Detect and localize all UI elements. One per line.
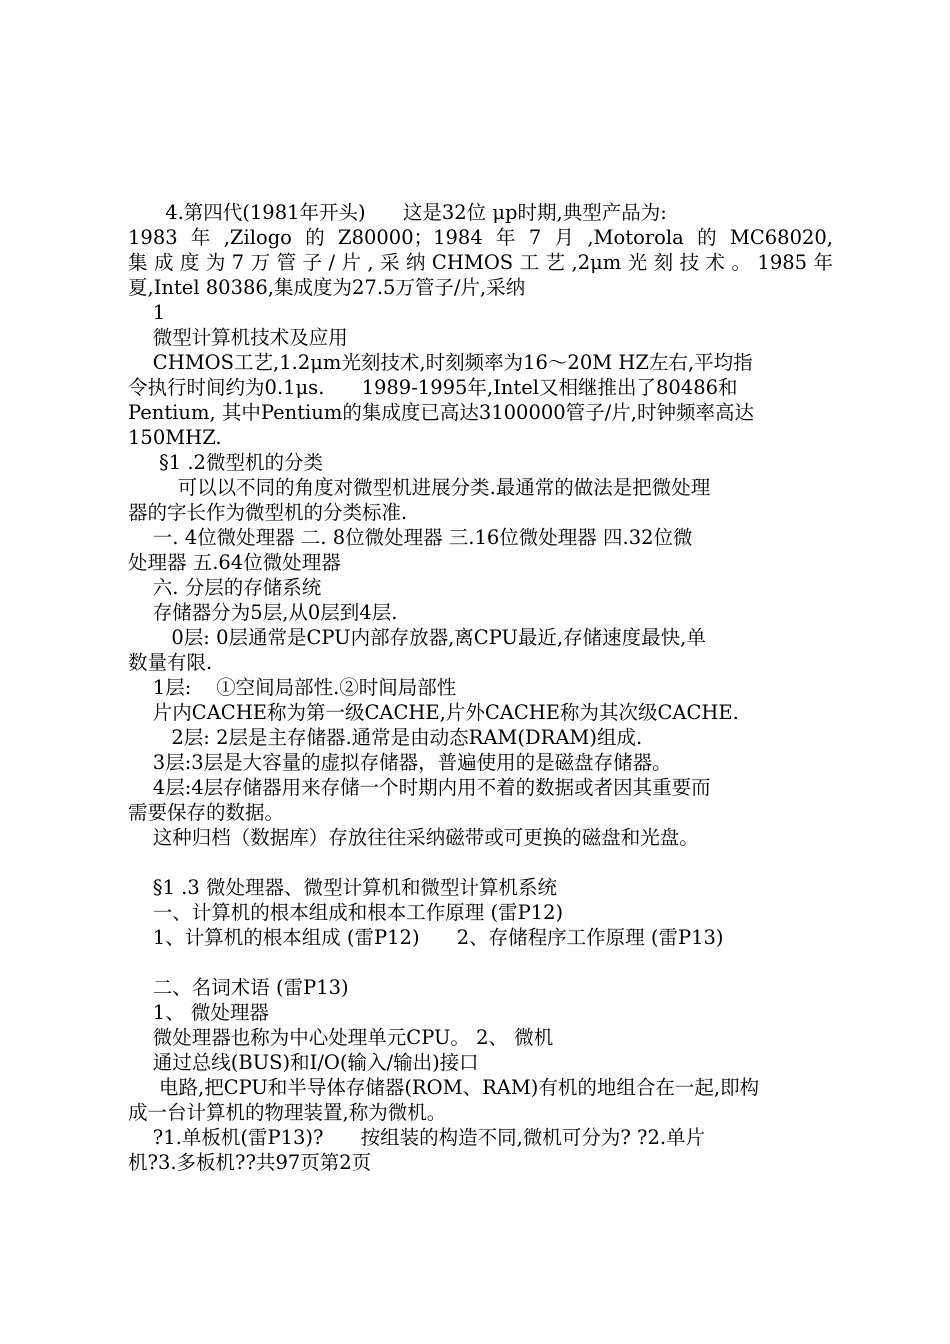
text-line: 1、计算机的根本组成 (雷P12) 2、存储程序工作原理 (雷P13) — [128, 926, 724, 949]
text-line: 1983年,Zilogo的Z80000；1984年7月,Motorola的MC68020, — [128, 226, 833, 249]
text-line: 0层: 0层通常是CPU内部存放器,离CPU最近,存储速度最快,单 — [128, 626, 706, 649]
text-line: 数量有限. — [128, 651, 213, 674]
text-line: 存储器分为5层,从0层到4层. — [128, 601, 398, 624]
text-line: 需要保存的数据。 — [128, 801, 285, 824]
text-line: 夏,Intel 80386,集成度为27.5万管子/片,采纳 — [128, 276, 526, 299]
page-footer-line: 机?3.多板机??共97页第2页 — [128, 1151, 372, 1174]
text-line: 微处理器也称为中心处理单元CPU。 2、 微机 — [128, 1026, 554, 1049]
text-line: 二、名词术语 (雷P13) — [128, 976, 349, 999]
text-line: 令执行时间约为0.1μs. 1989-1995年,Intel又相继推出了80486和 — [128, 376, 738, 399]
section-heading: §1 .3 微处理器、微型计算机和微型计算机系统 — [128, 876, 557, 899]
text-line: 2层: 2层是主存储器.通常是由动态RAM(DRAM)组成. — [128, 726, 643, 749]
text-line: 器的字长作为微型机的分类标准. — [128, 501, 408, 524]
text-line: 一. 4位微处理器 二. 8位微处理器 三.16位微处理器 四.32位微 — [128, 526, 693, 549]
document-page — [128, 200, 833, 1175]
text-line: 六. 分层的存储系统 — [128, 576, 322, 599]
text-line: 4.第四代(1981年开头) 这是32位 μp时期,典型产品为: — [128, 201, 667, 224]
text-line: 3层:3层是大容量的虚拟存储器，普遍使用的是磁盘存储器。 — [128, 751, 672, 774]
text-line: 150MHZ. — [128, 426, 222, 449]
text-line: 一、计算机的根本组成和根本工作原理 (雷P12) — [128, 901, 564, 924]
text-line: 1层: ①空间局部性.②时间局部性 — [128, 676, 457, 699]
text-line: 1、 微处理器 — [128, 1001, 269, 1024]
text-line: 电路,把CPU和半导体存储器(ROM、RAM)有机的地组合在一起,即构 — [128, 1076, 760, 1099]
running-header: 微型计算机技术及应用 — [128, 326, 348, 349]
text-line: 成一台计算机的物理装置,称为微机。 — [128, 1101, 447, 1124]
text-line: 通过总线(BUS)和I/O(输入/输出)接口 — [128, 1051, 479, 1074]
text-line: 集成度为7万管子/片,采纳CHMOS工艺,2μm光刻技术。1985年 — [128, 251, 833, 274]
page-number: 1 — [128, 301, 166, 324]
text-line: ?1.单板机(雷P13)? 按组装的构造不同,微机可分为? ?2.单片 — [128, 1126, 706, 1149]
text-line: 处理器 五.64位微处理器 — [128, 551, 341, 574]
blank-line — [128, 850, 833, 875]
text-line: 可以以不同的角度对微型机进展分类.最通常的做法是把微处理 — [128, 476, 711, 499]
text-line: 片内CACHE称为第一级CACHE,片外CACHE称为其次级CACHE. — [128, 701, 739, 724]
blank-line — [128, 950, 833, 975]
text-line: 这种归档（数据库）存放往往采纳磁带或可更换的磁盘和光盘。 — [128, 826, 699, 849]
section-heading: §1 .2微型机的分类 — [128, 451, 323, 474]
text-line: 4层:4层存储器用来存储一个时期内用不着的数据或者因其重要而 — [128, 776, 711, 799]
text-line: Pentium, 其中Pentium的集成度已高达3100000管子/片,时钟频率高达 — [128, 401, 754, 424]
text-line: CHMOS工艺,1.2μm光刻技术,时刻频率为16～20M HZ左右,平均指 — [128, 351, 753, 374]
